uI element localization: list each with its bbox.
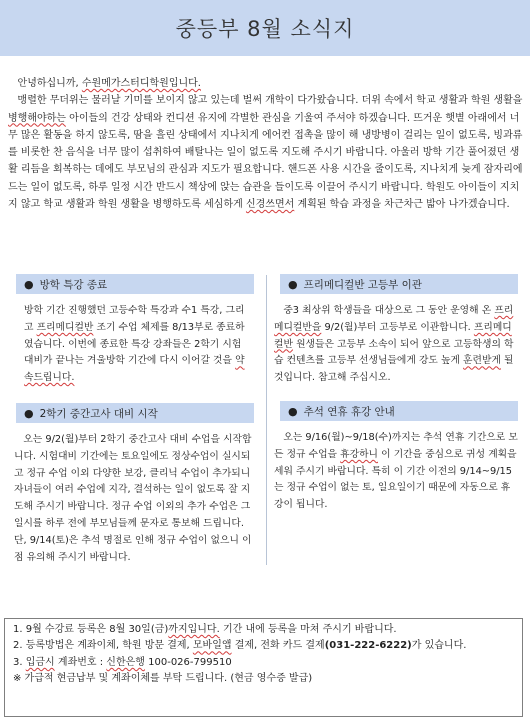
account-number: 100-026-799510 [148,656,232,668]
intro-text-a: 맹렬한 무더위는 물러날 기미를 보이지 않고 있는데 벌써 개학이 다가왔습니다. 더위 속에서 학교 생활과 학원 생활을 [17,95,523,107]
notice-text: 가 있습니다. [411,640,467,652]
bullet-icon: ● [288,404,298,418]
phone-number: (031-222-6222) [324,640,412,652]
column-divider [266,275,267,565]
newsletter-title: 중등부 8월 소식지 [175,17,355,41]
section-header-chuseok-holiday [280,401,518,421]
notice-line-2 [13,638,514,654]
academy-name: 수원메가스터디학원입니다. [81,78,201,89]
section-title: 추석 연휴 휴강 안내 [303,405,395,418]
notice-line-4: ※ 가급적 현금납부 및 계좌이체를 부탁 드립니다. (현금 영수증 발급) [13,673,313,685]
intro-text-c: 계획된 학습 과정을 차근차근 밟아 나가겠습니다. [297,199,510,211]
section-text: 될 것입니다. 참고해 주십시오. [274,355,514,384]
section-title: 2학기 중간고사 대비 시작 [39,407,158,420]
intro-underlined-b: 신경쓰면서 [245,199,295,211]
section-body-midterm-prep [14,432,254,566]
section-header-premedical-transfer [280,274,518,294]
payment-notice-box [4,618,523,717]
section-underlined-text: 휴강하니 [340,448,378,460]
notice-text: 3. [13,656,23,668]
bullet-icon: ● [288,277,298,291]
notice-text: 기간 내에 등록을 마쳐 주시기 바랍니다. [222,624,397,635]
section-text: 방학 기간 진행했던 고등수학 특강과 수1 특강, 그리고 [24,305,245,333]
section-underlined-text: 프리메디컬반 [274,321,512,350]
intro-underlined-a: 병행해야하는 [8,112,66,124]
section-title: 프리메디컬반 고등부 이관 [303,278,422,291]
notice-text: 2. 등록방법은 계좌이체, 학원 방문 결제, [13,640,190,652]
notice-underlined-text: 모바일앱 [192,640,232,652]
section-header-midterm-prep [16,403,254,423]
section-header-vacation-ended [16,274,254,294]
bank-name: 신한은행 [106,656,145,668]
section-text: 중3 최상위 학생들을 대상으로 그 동안 운영해 온 [283,305,492,316]
notice-text: 1. 9월 수강료 등록은 8월 30일(금) [13,624,169,635]
section-body-chuseok-holiday [274,430,518,514]
section-title: 방학 특강 종료 [39,278,108,291]
intro-paragraph [8,75,523,213]
greeting-prefix: 안녕하십니까, [17,78,79,89]
section-body-premedical-transfer [274,303,518,387]
notice-underlined-text: 까지입니다. [168,624,220,635]
section-text: 조기 수업 체제를 8/13부로 종료하였습니다. 이번에 종료한 특강 강좌들은 2학기 시험 대비가 끝나는 겨울방학 기간에 다시 이어갈 것을 [24,321,245,367]
notice-line-1 [13,622,514,638]
notice-text: 계좌번호 : [57,656,104,668]
section-underlined-text: 약속드립니다. [24,355,245,384]
section-text: 오는 9/16(월)~9/18(수)까지는 추석 연휴 기간으로 모든 정규 수업을 [274,432,518,460]
section-body-vacation-ended [24,303,252,387]
section-text: 원생들은 고등부 소속이 되어 앞으로 고등학생의 학습 컨텐츠를 고등부 선생님들에게 강도 높게 [274,338,514,367]
notice-line-3 [13,655,514,671]
notice-underlined-text: 입금시 [25,656,55,668]
section-underlined-text: 훈련받게 [463,355,501,367]
section-text: 이 기간을 중심으로 귀성 계획을 세워 주시기 바랍니다. 특히 이 기간 이전의 9/14~9/15는 정규 수업이 없는 토, 일요일이기 때문에 자동으로 휴강이 됩니다. [274,448,517,511]
bullet-icon: ● [24,406,34,420]
section-underlined-text: 프리메디컬반 [36,321,94,333]
newsletter-title-bar [0,0,530,56]
section-underlined-text: 프리메디컬반을 [274,305,514,333]
section-text: 9/2(월)부터 고등부로 이관합니다. [324,321,471,333]
intro-text-b: 아이들의 건강 상태와 컨디션 유지에 각별한 관심을 기울여 주셔야 하겠습니다. 뜨거운 햇볕 아래에서 너무 많은 활동을 하지 않도록, 땀을 흘린 상태에서 지나치게 에어컨 접촉을 많이 해 냉방병이 걸리는 일이 없도록, 빙과류를 비롯한 찬 음식을 너무 많이 섭취하여 배탈나는 일이 없도록 지도해 주시기 바랍니다. 아울러 방학 기간 풀어졌던 생활 리듬을 회복하는 데에도 부모님의 관심과 지도가 필요합니다. 핸드폰 사용 시간을 줄이도록, 지나치게 늦게 잠자리에 드는 일이 없도록, 하루 일정 시간 반드시 책상에 앉는 습관을 들이도록 이끌어 주시기 바랍니다. 학원도 아이들이 지치지 않고 학교 생활과 학원 생활을 병행하도록 세심하게 [8,112,523,211]
bullet-icon: ● [24,277,34,291]
notice-text: 결제, 전화 카드 결제 [234,640,325,652]
section-text: 오는 9/2(월)부터 2학기 중간고사 대비 수업을 시작합니다. 시험대비 기간에는 토요일에도 정상수업이 실시되고 정규 수업 이외 다양한 보강, 클리닉 수업이 추가되니 자녀들이 여러 수업에 지각, 결석하는 일이 없도록 잘 지도해 주시기 바랍니다. 정규 수업 이외의 추가 수업은 그 일시를 하루 전에 부모님들께 문자로 통보해 드립니다. 단, 9/14(토)은 추석 명절로 인해 정규 수업이 없으니 이 점 유의해 주시기 바랍니다. [14,434,252,563]
